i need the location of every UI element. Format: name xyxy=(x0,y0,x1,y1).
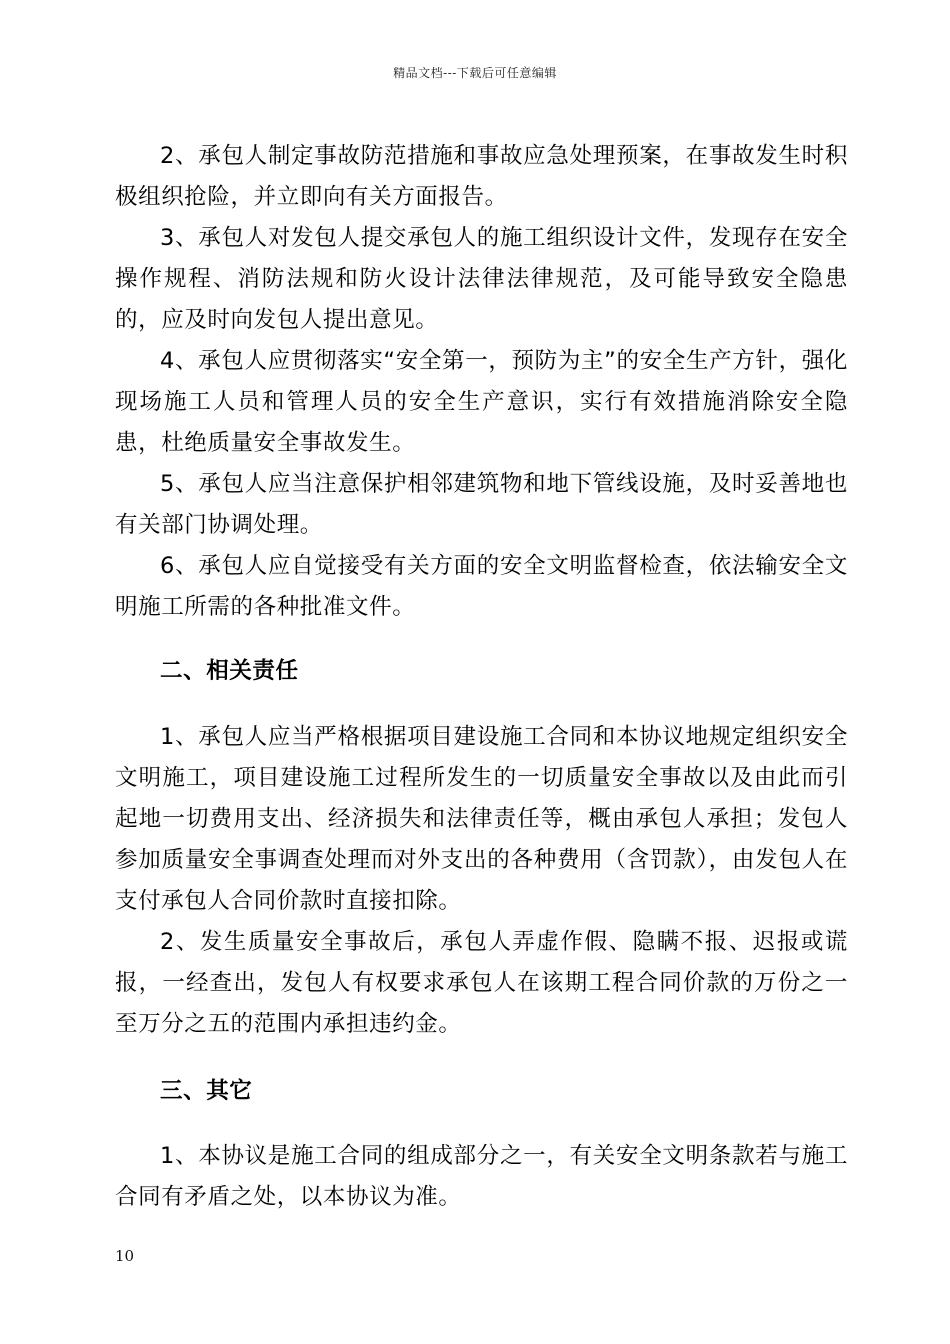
paragraph-other-1: 1、本协议是施工合同的组成部分之一，有关安全文明条款若与施工合同有矛盾之处，以本协议为准。 xyxy=(115,1143,848,1210)
paragraph-responsibility-1: 1、承包人应当严格根据项目建设施工合同和本协议地规定组织安全文明施工，项目建设施工过程所发生的一切质量安全事故以及由此而引起地一切费用支出、经济损失和法律责任等，概由承包人承担；发包人参加质量安全事调查处理而对外支出的各种费用（含罚款），由发包人在支付承包人合同价款时直接扣除。 xyxy=(115,724,848,914)
paragraph-responsibility-2: 2、发生质量安全事故后，承包人弄虚作假、隐瞒不报、迟报或谎报，一经查出，发包人有权要求承包人在该期工程合同价款的万份之一至万分之五的范围内承担违约金。 xyxy=(115,929,848,1037)
paragraph-clause-6: 6、承包人应自觉接受有关方面的安全文明监督检查，依法输安全文明施工所需的各种批准文件。 xyxy=(115,553,848,620)
paragraph-clause-5: 5、承包人应当注意保护相邻建筑物和地下管线设施，及时妥善地也有关部门协调处理。 xyxy=(115,471,848,538)
paragraph-clause-3: 3、承包人对发包人提交承包人的施工组织设计文件，发现存在安全操作规程、消防法规和防火设计法律法律规范，及可能导致安全隐患的，应及时向发包人提出意见。 xyxy=(115,225,848,333)
section-heading-responsibility: 二、相关责任 xyxy=(160,658,299,684)
document-body xyxy=(115,136,848,1218)
paragraph-clause-2: 2、承包人制定事故防范措施和事故应急处理预案，在事故发生时积极组织抢险，并立即向有关方面报告。 xyxy=(115,143,848,210)
section-heading-other: 三、其它 xyxy=(160,1078,253,1104)
page-header: 精品文档---下载后可任意编辑 xyxy=(393,66,557,80)
page-number: 10 xyxy=(115,1247,135,1265)
paragraph-clause-4: 4、承包人应贯彻落实“安全第一，预防为主”的安全生产方针，强化现场施工人员和管理人员的安全生产意识，实行有效措施消除安全隐患，杜绝质量安全事故发生。 xyxy=(115,348,848,456)
